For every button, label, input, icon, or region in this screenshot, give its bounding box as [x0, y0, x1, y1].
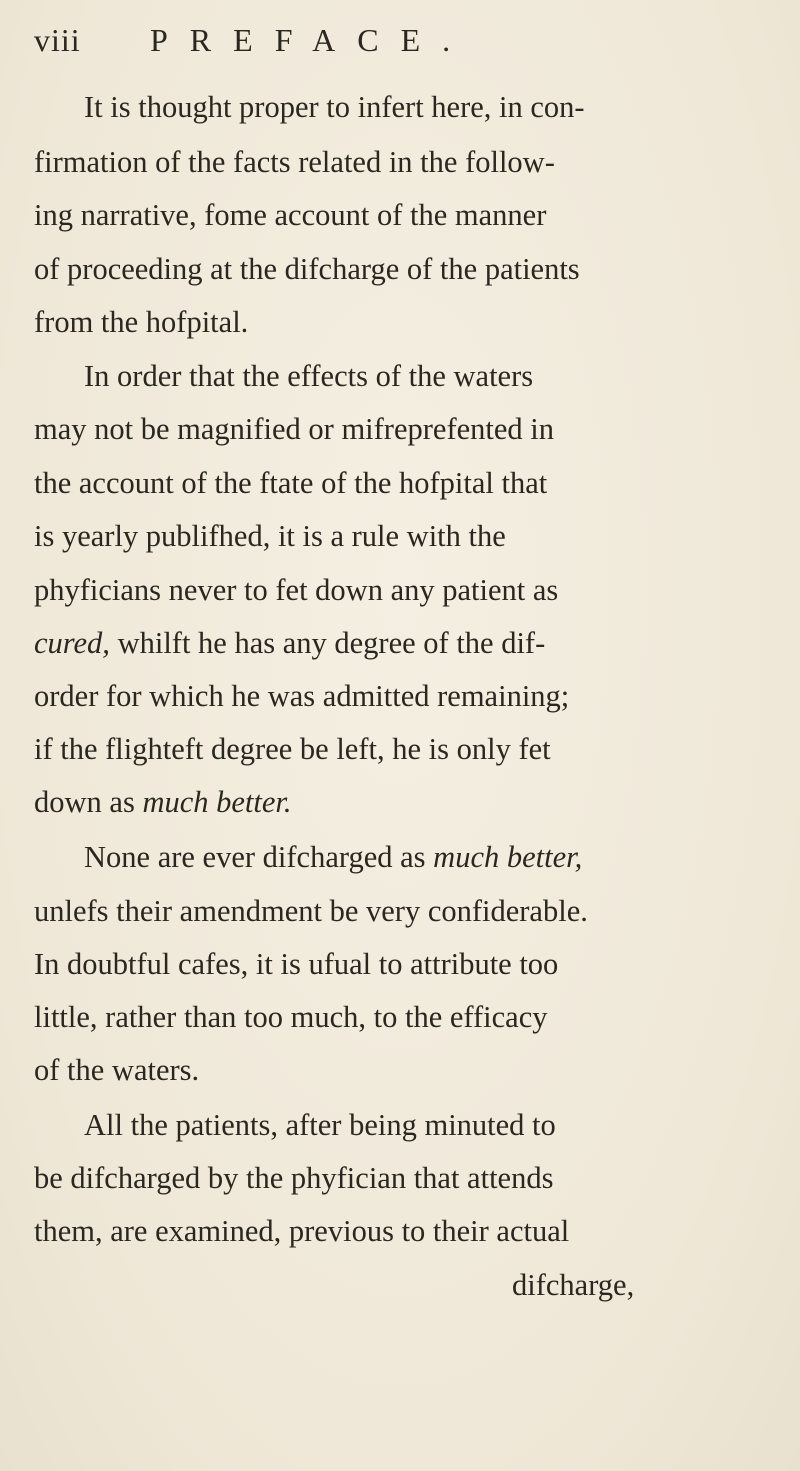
text-line: little, rather than too much, to the efficacy — [34, 1000, 548, 1034]
text-line: them, are examined, previous to their actual — [34, 1214, 570, 1248]
catchword: difcharge, — [512, 1268, 635, 1302]
text-line: from the hofpital. — [34, 305, 249, 339]
text-line: It is thought proper to infert here, in con- — [84, 90, 585, 124]
page-number: viii — [34, 22, 81, 58]
text-line — [34, 628, 545, 659]
text-line: All the patients, after being minuted to — [84, 1108, 556, 1142]
text-line: firmation of the facts related in the follow- — [34, 145, 555, 179]
text-line: if the flighteft degree be left, he is only fet — [34, 732, 551, 766]
text-line: unlefs their amendment be very confiderable. — [34, 894, 588, 928]
text-line: In order that the effects of the waters — [84, 359, 534, 393]
running-head: PREFACE. — [150, 22, 473, 58]
text-line: the account of the ftate of the hofpital that — [34, 466, 548, 500]
text-line: of proceeding at the difcharge of the patients — [34, 252, 580, 286]
italic-phrase: much better, — [433, 840, 583, 874]
text-line: of the waters. — [34, 1053, 200, 1087]
line-text: None are ever difcharged as — [84, 840, 434, 874]
page-header — [34, 22, 774, 62]
text-line — [84, 842, 582, 873]
text-line — [34, 787, 292, 818]
line-text: whilft he has any degree of the dif- — [109, 626, 546, 660]
italic-phrase: much better. — [142, 785, 292, 819]
italic-word: cured, — [34, 626, 110, 660]
text-line: is yearly publifhed, it is a rule with the — [34, 519, 506, 553]
text-line: ing narrative, fome account of the manner — [34, 198, 547, 232]
text-line: may not be magnified or mifreprefented in — [34, 412, 555, 446]
text-line: be difcharged by the phyfician that attends — [34, 1161, 554, 1195]
line-text: down as — [34, 785, 143, 819]
text-line: In doubtful cafes, it is ufual to attribute too — [34, 947, 559, 981]
text-line: order for which he was admitted remaining; — [34, 679, 570, 713]
text-line: phyficians never to fet down any patient as — [34, 573, 559, 607]
